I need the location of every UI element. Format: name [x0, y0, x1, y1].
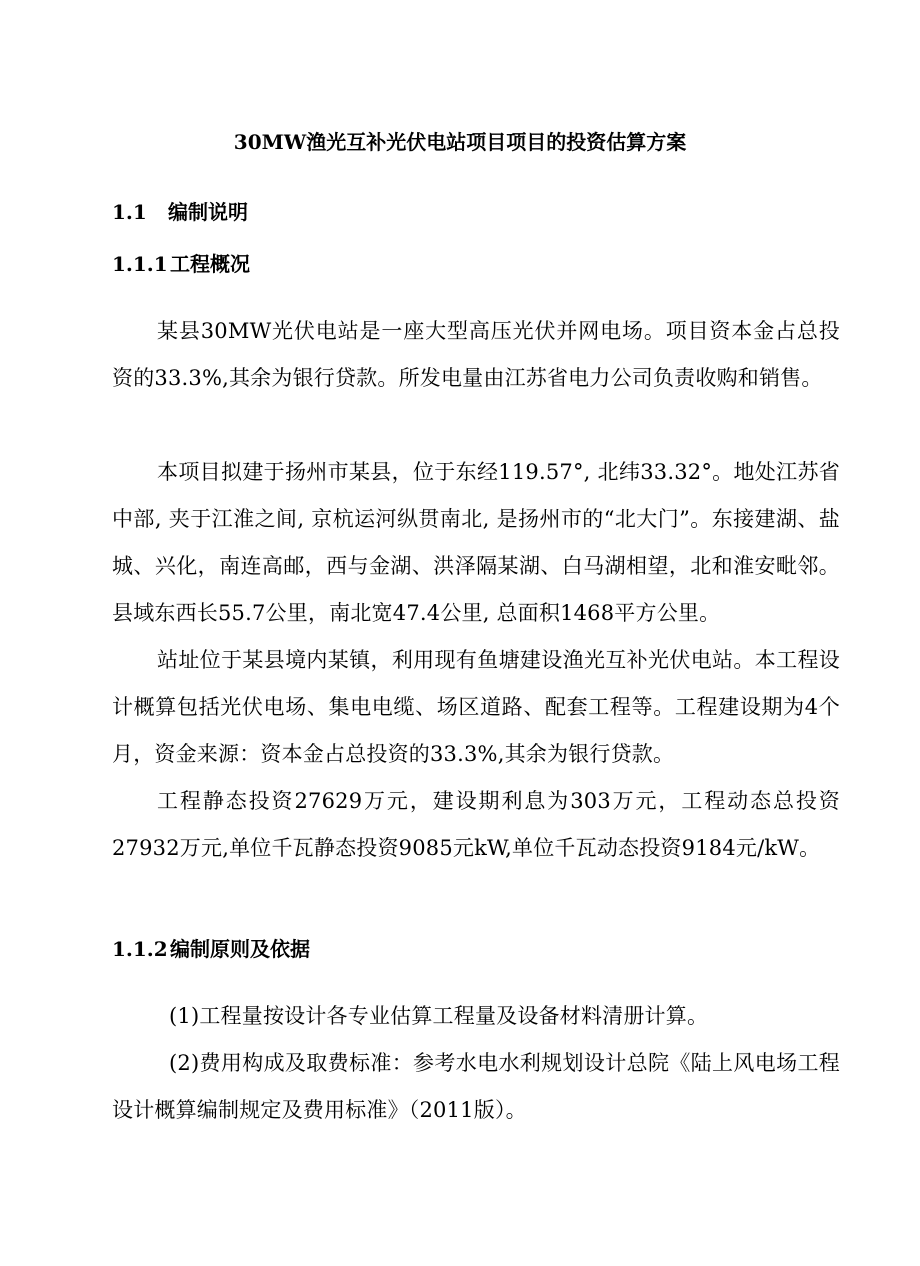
list-item-principle-1: (1)工程量按设计各专业估算工程量及设备材料清册计算。 — [169, 1004, 709, 1028]
section-number: 1.1.1 — [112, 252, 168, 276]
section-number: 1.1.2 — [112, 937, 168, 961]
section-heading-1-1-1 — [112, 250, 250, 278]
document-title: 30MW渔光互补光伏电站项目项目的投资估算方案 — [233, 130, 687, 154]
paragraph-investment: 工程静态投资27629万元，建设期利息为303万元，工程动态总投资27932万元,单位千瓦静态投资9085元kW,单位千瓦动态投资9184元/kW。 — [112, 789, 840, 860]
section-title: 编制原则及依据 — [170, 937, 310, 961]
section-title: 编制说明 — [168, 200, 248, 224]
paragraph-project-overview: 某县30MW光伏电站是一座大型高压光伏并网电场。项目资本金占总投资的33.3%,其余为银行贷款。所发电量由江苏省电力公司负责收购和销售。 — [112, 319, 840, 390]
list-item-principle-2: (2)费用构成及取费标准：参考水电水利规划设计总院《陆上风电场工程设计概算编制规定及费用标准》（2011版）。 — [112, 1051, 840, 1122]
section-heading-1-1 — [112, 198, 248, 226]
paragraph-site: 站址位于某县境内某镇，利用现有鱼塘建设渔光互补光伏电站。本工程设计概算包括光伏电场、集电电缆、场区道路、配套工程等。工程建设期为4个月，资金来源：资本金占总投资的33.3%,其余为银行贷款。 — [112, 648, 840, 766]
section-heading-1-1-2 — [112, 935, 310, 963]
section-number: 1.1 — [112, 200, 147, 224]
section-title: 工程概况 — [170, 252, 250, 276]
paragraph-location: 本项目拟建于扬州市某县，位于东经119.57°, 北纬33.32°。地处江苏省中部, 夹于江淮之间, 京杭运河纵贯南北, 是扬州市的“北大门”。东接建湖、盐城、兴化，南连高邮，西与金湖、洪泽隔某湖、白马湖相望，北和淮安毗邻。县域东西长55.7公里，南北宽47.4公里, 总面积1468平方公里。 — [112, 460, 840, 625]
